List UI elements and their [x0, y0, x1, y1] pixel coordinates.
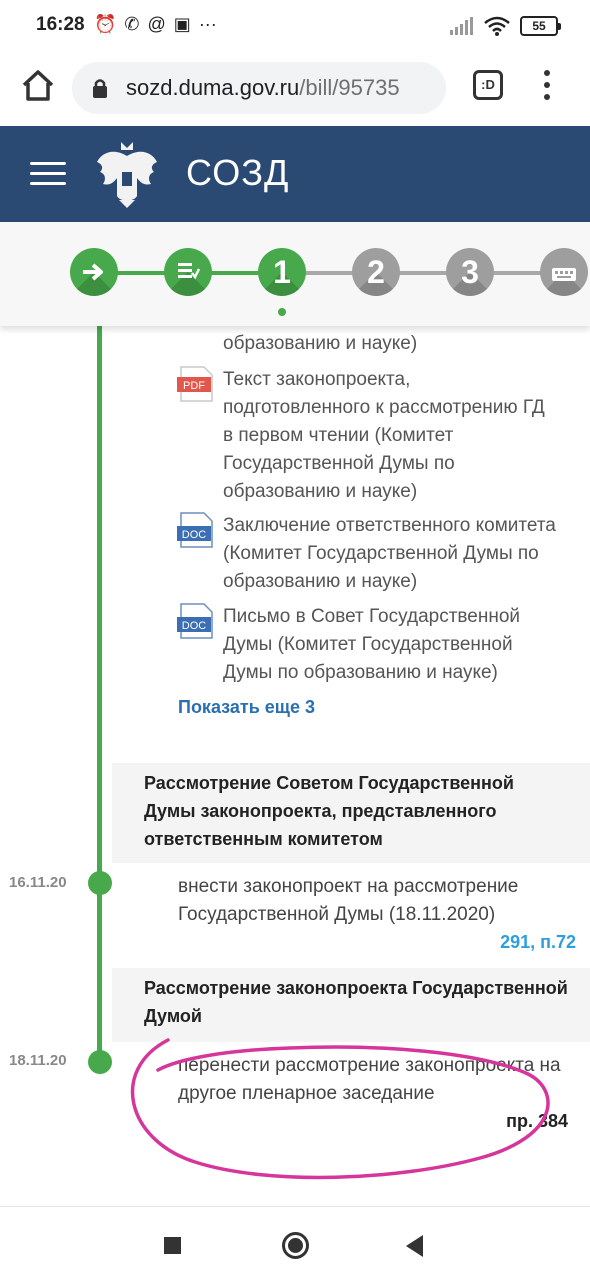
- app-icon: ▣: [173, 14, 191, 34]
- document-title: Текст законопроекта, подготовленного к рассмотрению ГД в первом чтении (Комитет Государственной Думы по образованию и науке): [223, 369, 545, 502]
- section-title: Рассмотрение законопроекта Государственной Думой: [112, 968, 590, 1042]
- stage-number: 1: [273, 254, 291, 290]
- address-bar[interactable]: [72, 62, 446, 114]
- status-bar: [0, 0, 590, 52]
- stage-introduction[interactable]: [70, 248, 118, 296]
- status-right: [450, 16, 558, 36]
- timeline-line: [97, 326, 102, 1064]
- document-link[interactable]: [176, 603, 556, 687]
- stage-preliminary[interactable]: [164, 248, 212, 296]
- arrow-right-icon: [81, 261, 107, 283]
- meeting-reference-link[interactable]: 291, п.72: [500, 932, 576, 952]
- svg-text:DOC: DOC: [181, 620, 207, 632]
- url-domain: sozd.duma.gov.ru: [126, 75, 300, 100]
- url-text: [126, 75, 400, 101]
- site-title: СОЗД: [186, 152, 290, 193]
- lock-icon: [92, 78, 108, 98]
- stage-connector-pending: [282, 271, 562, 275]
- section-title: Рассмотрение Советом Государственной Думы законопроекта, представленного ответственным комитетом: [112, 763, 590, 863]
- browser-menu-icon[interactable]: [540, 68, 554, 104]
- document-title: Заключение ответственного комитета (Комитет Государственной Думы по образованию и науке): [223, 515, 556, 592]
- event-date: 18.11.20: [9, 1052, 67, 1069]
- tabs-button[interactable]: :D: [473, 70, 503, 100]
- stage-third-reading[interactable]: [446, 248, 494, 296]
- notification-icons: [94, 14, 217, 35]
- coat-of-arms-logo[interactable]: [94, 138, 160, 210]
- show-more-link[interactable]: Показать еще 3: [178, 697, 315, 717]
- wifi-icon: [484, 16, 510, 36]
- keyboard-icon: [551, 265, 577, 283]
- url-path: /bill/95735: [299, 75, 400, 100]
- stage-number: 3: [461, 254, 479, 290]
- document-check-icon: [176, 260, 200, 284]
- hamburger-menu-icon[interactable]: [30, 162, 66, 186]
- recent-apps-icon[interactable]: [164, 1237, 181, 1254]
- home-icon[interactable]: [18, 66, 58, 106]
- signal-icon: [450, 17, 474, 35]
- timeline-dot: [88, 871, 112, 895]
- active-stage-indicator: [278, 308, 286, 316]
- meeting-reference-link[interactable]: пр. 384: [506, 1111, 568, 1131]
- doc-file-icon: [176, 512, 214, 548]
- document-title: Письмо в Совет Государственной Думы (Комитет Государственной Думы по образованию и науке): [223, 606, 521, 683]
- document-link[interactable]: [176, 366, 556, 506]
- document-partial-text: образованию и науке): [223, 333, 418, 354]
- system-nav-bar: [0, 1206, 590, 1280]
- status-time: 16:28: [36, 14, 85, 35]
- event-description: перенести рассмотрение законопроекта на другое пленарное заседание: [178, 1055, 561, 1104]
- whatsapp-icon: ✆: [124, 14, 140, 34]
- event-date: 16.11.20: [9, 874, 67, 891]
- svg-text:PDF: PDF: [183, 380, 205, 392]
- at-icon: @: [147, 14, 166, 34]
- doc-file-icon: [176, 603, 214, 639]
- svg-text:DOC: DOC: [181, 529, 207, 541]
- pdf-file-icon: [176, 366, 214, 402]
- home-circle-icon[interactable]: [282, 1232, 309, 1259]
- battery-icon: 55: [520, 16, 558, 36]
- browser-toolbar: [0, 52, 590, 126]
- more-notifications-icon: ···: [198, 14, 217, 34]
- back-icon[interactable]: [406, 1235, 423, 1257]
- stage-first-reading[interactable]: [258, 248, 306, 296]
- stage-second-reading[interactable]: [352, 248, 400, 296]
- timeline-dot: [88, 1050, 112, 1074]
- event-description: внести законопроект на рассмотрение Государственной Думы (18.11.2020): [178, 876, 519, 925]
- alarm-icon: ⏰: [94, 14, 117, 34]
- stage-number: 2: [367, 254, 385, 290]
- stage-signing[interactable]: [540, 248, 588, 296]
- site-header: [0, 126, 590, 222]
- document-link[interactable]: [176, 512, 576, 596]
- stages-bar: [0, 222, 590, 326]
